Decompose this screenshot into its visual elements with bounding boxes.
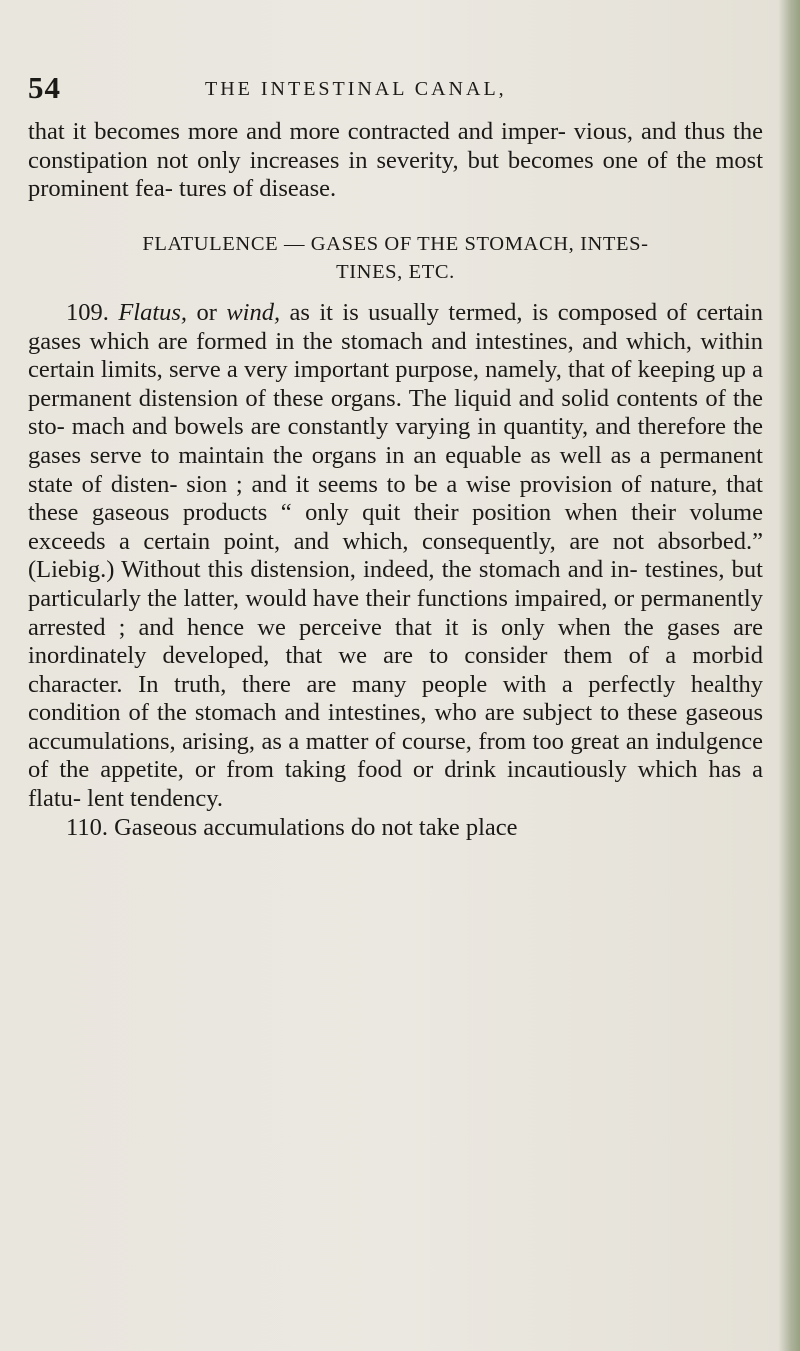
section-heading xyxy=(28,230,763,287)
section-heading-line1: FLATULENCE — GASES OF THE STOMACH, INTES- xyxy=(142,232,649,255)
paragraph-109-text: as it is usually termed, is composed of certain gases which are formed in the stomach and intestines, and which, within certain limits, serve a very important purpose, namely, that of keeping up a permanent distension of these organs. The liquid and solid contents of the sto- mach and bowels are constantly varying in quantity, and therefore the gases serve to maintain the organs in an equable as well as a permanent state of disten- sion ; and it seems to be a wise provision of nature, that these gaseous products “ only quit their position when their volume exceeds a certain point, and which, consequently, are not absorbed.” (Liebig.) Without this distension, indeed, the stomach and in- testines, but particularly the latter, would have their functions impaired, or permanently arrested ; and hence we perceive that it is only when the gases are inordinately developed, that we are to consider them of a morbid character. In truth, there are many people with a perfectly healthy condition of the stomach and intestines, who are subject to these gaseous accumulations, arising, as a matter of course, from too great an indulgence of the appetite, or from taking food or drink incautiously which has a flatu- lent tendency. xyxy=(28,298,763,813)
page-number: 54 xyxy=(28,70,61,105)
paragraph-109 xyxy=(28,299,763,814)
paragraph-110 xyxy=(28,814,763,843)
term-connector: or xyxy=(187,298,227,326)
term-wind: wind, xyxy=(226,298,281,326)
running-head: THE INTESTINAL CANAL, xyxy=(205,78,507,100)
paragraph-number-109: 109. xyxy=(66,298,109,326)
term-flatus: Flatus, xyxy=(118,298,188,326)
paragraph-110-text: Gaseous accumulations do not take place xyxy=(107,813,518,841)
page-edge-shadow xyxy=(778,0,800,1351)
page-header xyxy=(0,70,800,110)
continuation-paragraph: that it becomes more and more contracted and imper- vious, and thus the constipation not only increases in severity, but becomes one of the most prominent fea- tures of disease. xyxy=(28,118,763,203)
body-text xyxy=(28,118,763,842)
paragraph-number-110: 110. xyxy=(66,813,108,841)
section-heading-line2: TINES, ETC. xyxy=(336,261,455,284)
